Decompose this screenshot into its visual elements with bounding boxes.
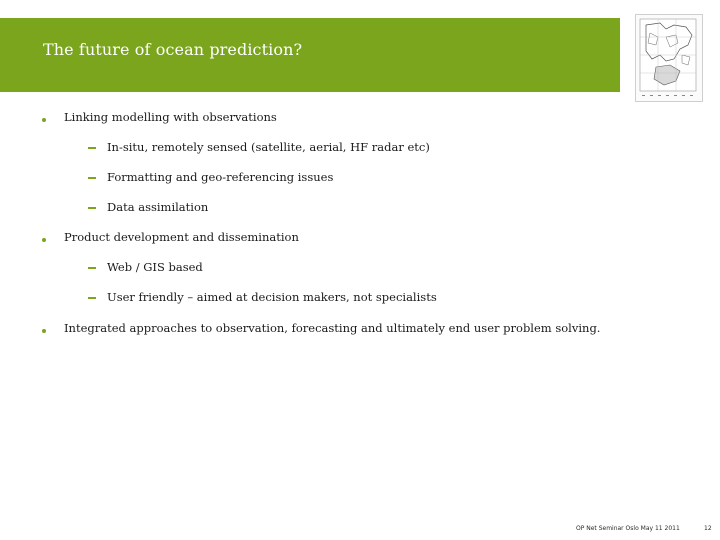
bullet-item: Integrated approaches to observation, forecasting and ultimately end user problem solving. <box>64 321 601 335</box>
sub-bullet-marker <box>88 297 96 299</box>
bullet-marker <box>42 238 46 242</box>
sub-bullet-item: Data assimilation <box>107 200 209 214</box>
sub-bullet-marker <box>88 207 96 209</box>
page-number: 12 <box>704 525 712 532</box>
sub-bullet-item: User friendly – aimed at decision makers, not specialists <box>107 290 437 304</box>
bullet-item: Product development and dissemination <box>64 230 299 244</box>
sub-bullet-marker <box>88 177 96 179</box>
footer-text: OP Net Seminar Oslo May 11 2011 <box>576 525 680 532</box>
sub-bullet-item: In-situ, remotely sensed (satellite, aerial, HF radar etc) <box>107 140 430 154</box>
sub-bullet-item: Web / GIS based <box>107 260 203 274</box>
bullet-marker <box>42 329 46 333</box>
slide-title: The future of ocean prediction? <box>43 40 303 59</box>
bullet-marker <box>42 118 46 122</box>
sub-bullet-item: Formatting and geo-referencing issues <box>107 170 334 184</box>
sub-bullet-marker <box>88 267 96 269</box>
sub-bullet-marker <box>88 147 96 149</box>
bullet-item: Linking modelling with observations <box>64 110 277 124</box>
